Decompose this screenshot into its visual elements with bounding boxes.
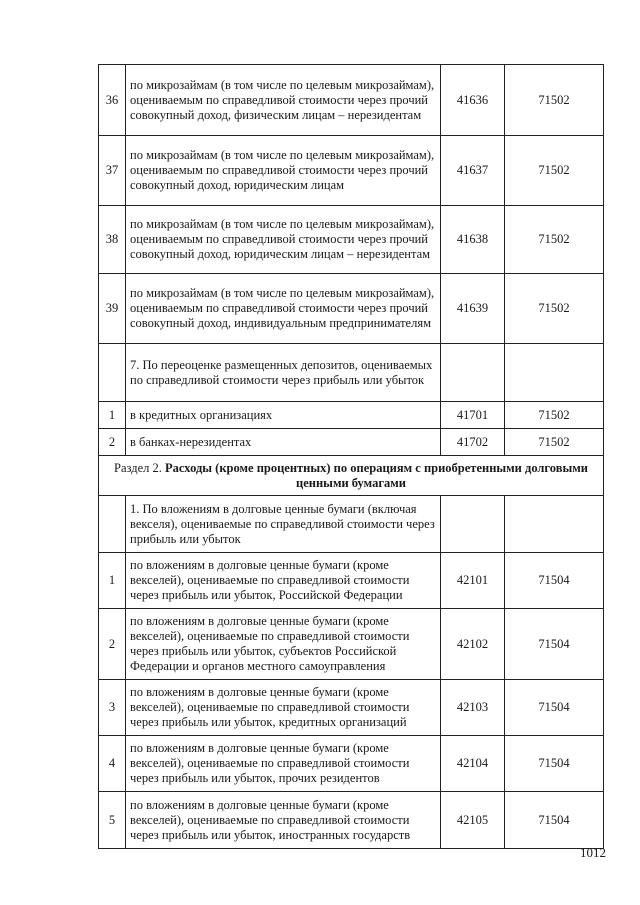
row-code: 42105: [441, 792, 505, 849]
table-row: [99, 609, 604, 680]
row-account: 71504: [505, 736, 604, 792]
row-account: [505, 344, 604, 402]
row-description: по вложениям в долговые ценные бумаги (кроме векселей), оцениваемые по справедливой стоимости через прибыль или убыток, кредитных организаций: [126, 680, 441, 736]
row-code: 42104: [441, 736, 505, 792]
row-account: 71504: [505, 680, 604, 736]
table-row: [99, 680, 604, 736]
section-header: [99, 456, 604, 496]
table-row: [99, 792, 604, 849]
row-number: 2: [99, 429, 126, 456]
row-description: по микрозаймам (в том числе по целевым микрозаймам), оцениваемым по справедливой стоимости через прочий совокупный доход, юридическим лицам – нерезидентам: [126, 206, 441, 274]
row-account: 71502: [505, 429, 604, 456]
table-row: [99, 65, 604, 136]
row-number: 5: [99, 792, 126, 849]
row-description: в кредитных организациях: [126, 402, 441, 429]
row-code: 41638: [441, 206, 505, 274]
row-description: по вложениям в долговые ценные бумаги (кроме векселей), оцениваемые по справедливой стоимости через прибыль или убыток, субъектов Российской Федерации и органов местного самоуправления: [126, 609, 441, 680]
row-account: 71504: [505, 553, 604, 609]
row-description: по вложениям в долговые ценные бумаги (кроме векселей), оцениваемые по справедливой стоимости через прибыль или убыток, иностранных государств: [126, 792, 441, 849]
table-row: [99, 496, 604, 553]
row-number: 2: [99, 609, 126, 680]
row-description: по вложениям в долговые ценные бумаги (кроме векселей), оцениваемые по справедливой стоимости через прибыль или убыток, прочих резидентов: [126, 736, 441, 792]
row-description: по микрозаймам (в том числе по целевым микрозаймам), оцениваемым по справедливой стоимости через прочий совокупный доход, индивидуальным предпринимателям: [126, 274, 441, 344]
table-row: [99, 136, 604, 206]
row-description: по микрозаймам (в том числе по целевым микрозаймам), оцениваемым по справедливой стоимости через прочий совокупный доход, физическим лицам – нерезидентам: [126, 65, 441, 136]
row-number: [99, 344, 126, 402]
row-number: 39: [99, 274, 126, 344]
table-row: [99, 274, 604, 344]
row-description: 1. По вложениям в долговые ценные бумаги (включая векселя), оцениваемые по справедливой стоимости через прибыль или убыток: [126, 496, 441, 553]
row-number: 38: [99, 206, 126, 274]
row-account: 71504: [505, 792, 604, 849]
row-number: 3: [99, 680, 126, 736]
table-row: [99, 429, 604, 456]
row-number: 4: [99, 736, 126, 792]
row-code: 41637: [441, 136, 505, 206]
table-row: [99, 344, 604, 402]
row-code: 42103: [441, 680, 505, 736]
row-number: 36: [99, 65, 126, 136]
row-account: 71502: [505, 136, 604, 206]
page-number: 1012: [580, 845, 606, 860]
row-description: в банках-нерезидентах: [126, 429, 441, 456]
row-account: 71502: [505, 65, 604, 136]
row-number: 37: [99, 136, 126, 206]
row-description: 7. По переоценке размещенных депозитов, оцениваемых по справедливой стоимости через прибыль или убыток: [126, 344, 441, 402]
row-account: 71502: [505, 206, 604, 274]
row-code: [441, 344, 505, 402]
row-description: по вложениям в долговые ценные бумаги (кроме векселей), оцениваемые по справедливой стоимости через прибыль или убыток, Российской Федерации: [126, 553, 441, 609]
table-row: [99, 206, 604, 274]
row-account: 71502: [505, 402, 604, 429]
row-number: [99, 496, 126, 553]
row-code: 41701: [441, 402, 505, 429]
section-title: Расходы (кроме процентных) по операциям с приобретенными долговыми ценными бумагами: [165, 460, 588, 490]
table-row: [99, 402, 604, 429]
row-account: [505, 496, 604, 553]
row-account: 71502: [505, 274, 604, 344]
row-number: 1: [99, 553, 126, 609]
row-number: 1: [99, 402, 126, 429]
row-description: по микрозаймам (в том числе по целевым микрозаймам), оцениваемым по справедливой стоимости через прочий совокупный доход, юридическим лицам: [126, 136, 441, 206]
section-header-row: [99, 456, 604, 496]
row-code: [441, 496, 505, 553]
row-code: 41702: [441, 429, 505, 456]
row-code: 42101: [441, 553, 505, 609]
row-code: 41636: [441, 65, 505, 136]
row-account: 71504: [505, 609, 604, 680]
row-code: 41639: [441, 274, 505, 344]
table-row: [99, 736, 604, 792]
row-code: 42102: [441, 609, 505, 680]
table-row: [99, 553, 604, 609]
section-prefix: Раздел 2.: [114, 460, 162, 475]
document-table: [98, 64, 604, 849]
